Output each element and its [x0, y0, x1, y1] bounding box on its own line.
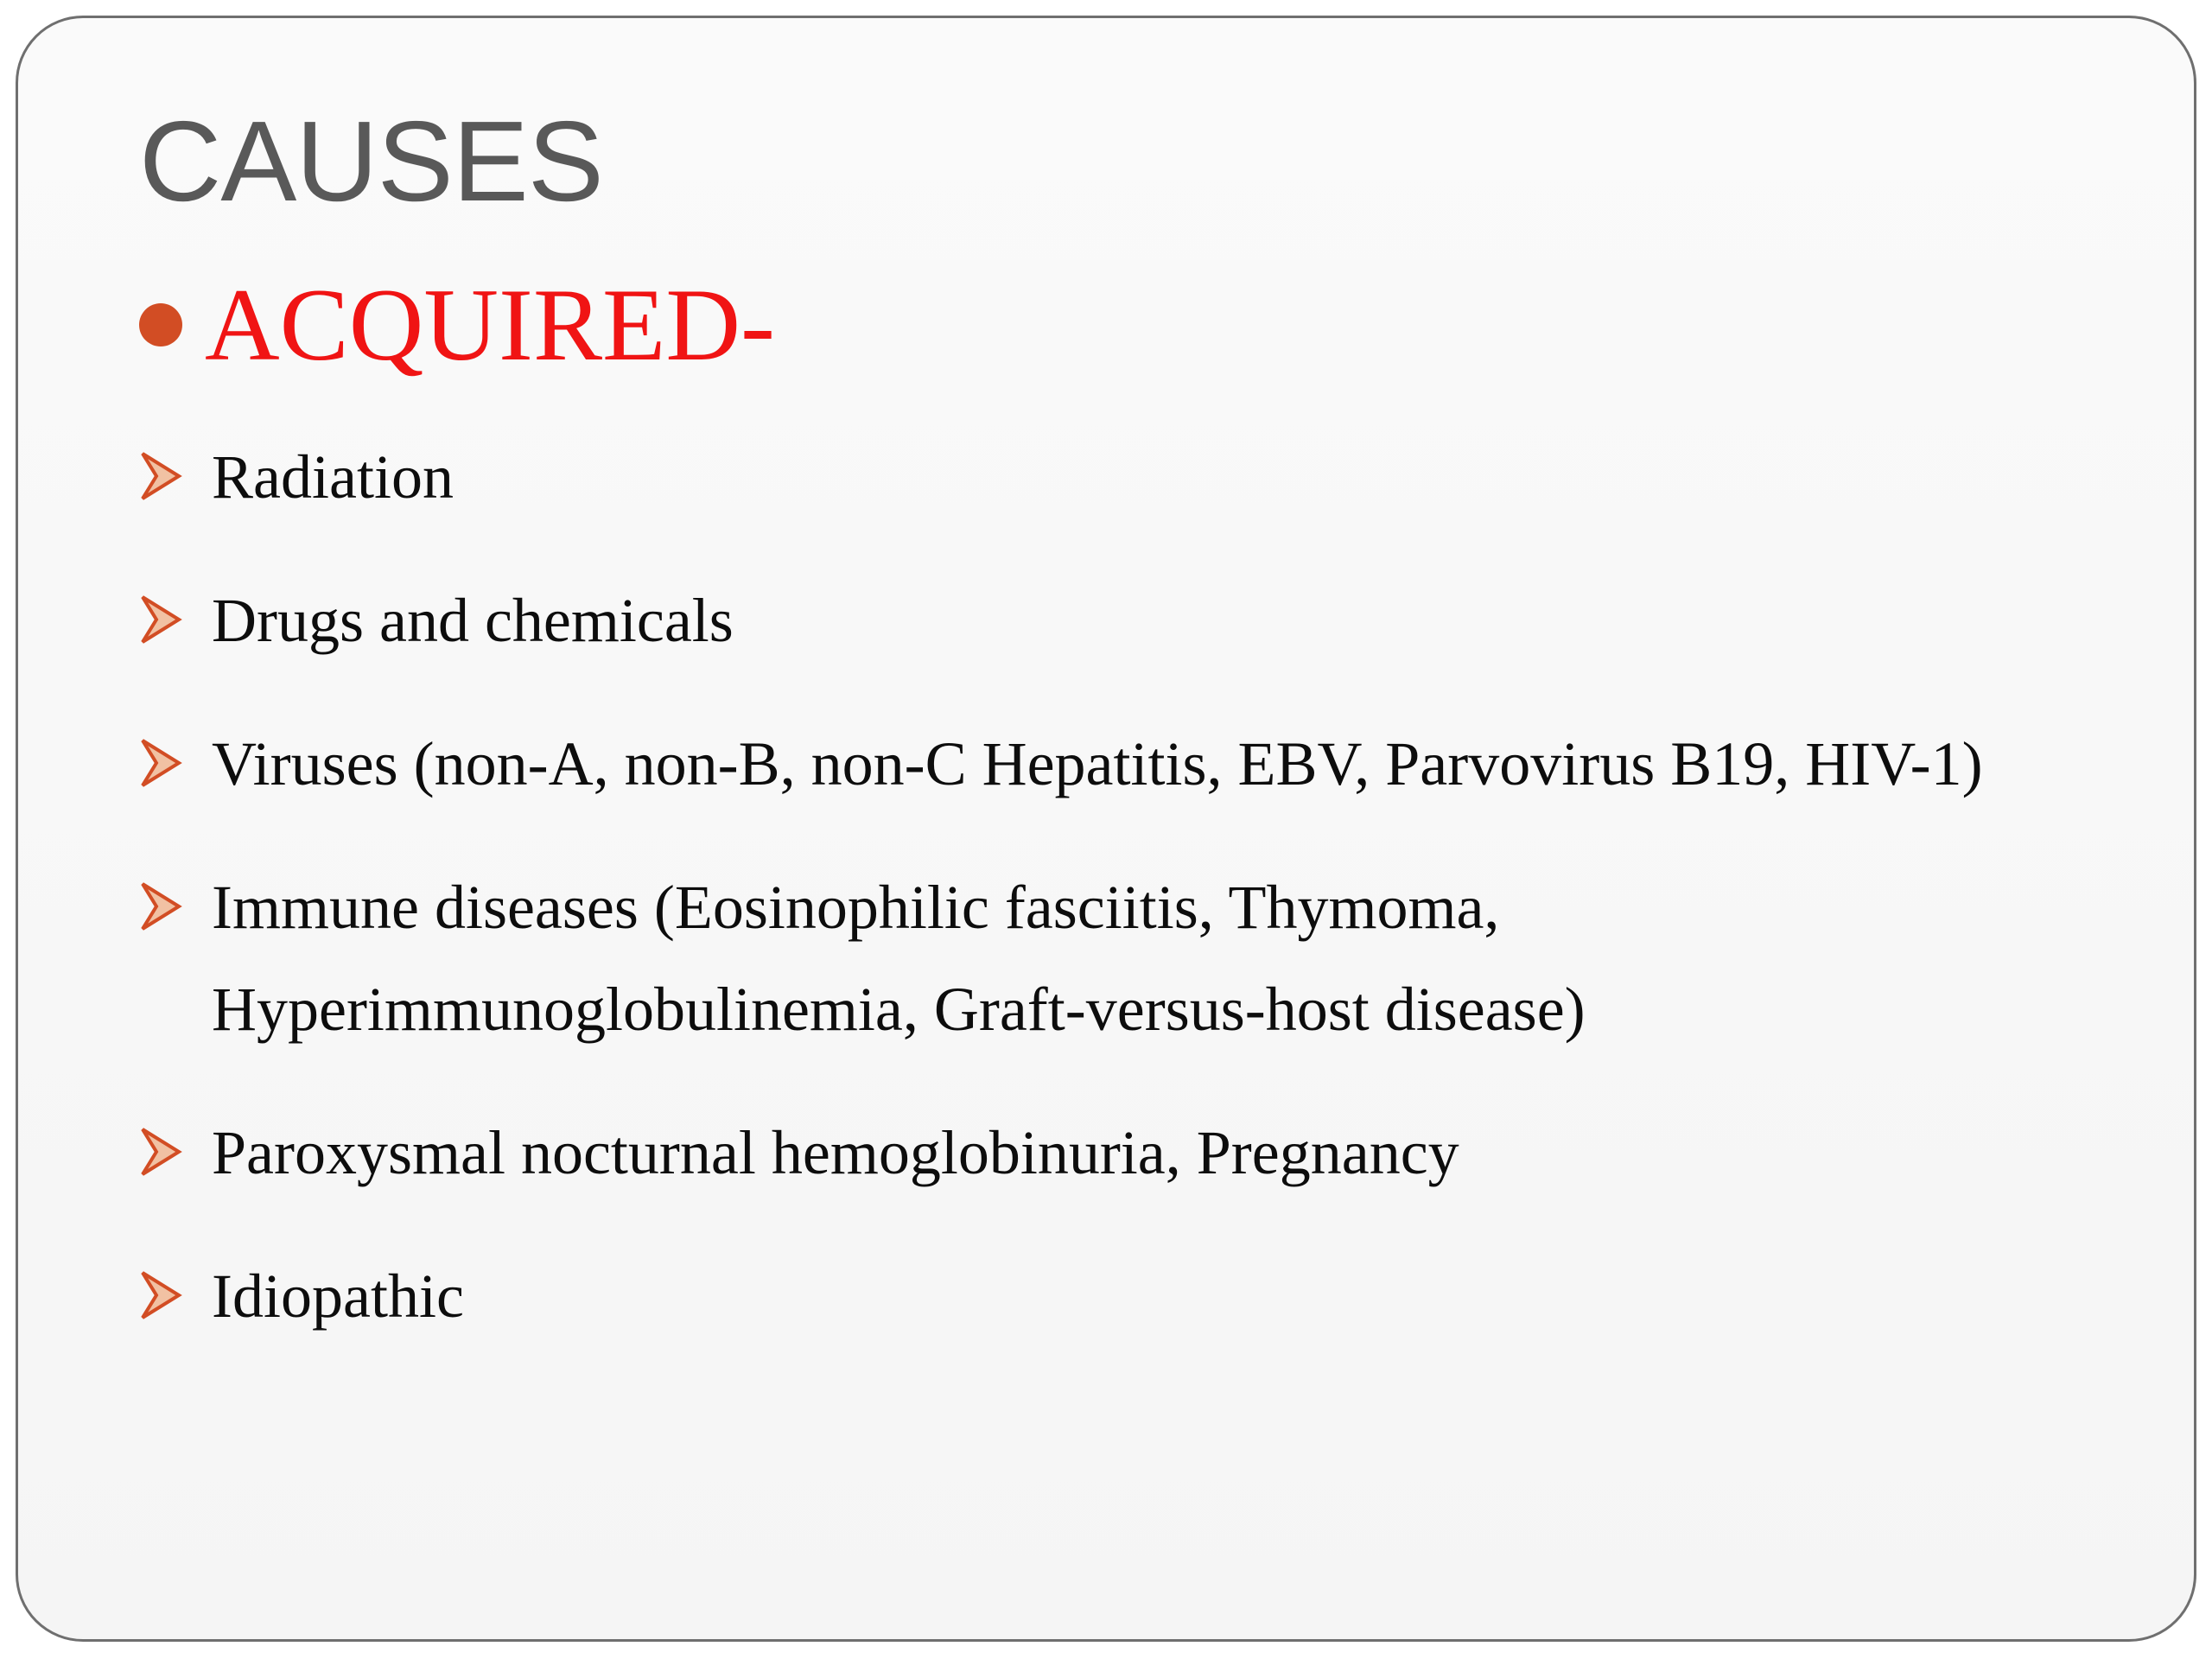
list-item [139, 713, 2126, 815]
arrow-bullet-icon [139, 1269, 182, 1321]
arrow-bullet-icon [139, 737, 182, 789]
list-item [139, 569, 2126, 671]
list-item [139, 1102, 2126, 1204]
list-item-text: Immune diseases (Eosinophilic fasciitis, Thymoma, Hyperimmunoglobulinemia, Graft-versus-host disease) [212, 873, 1586, 1044]
acquired-heading-text: ACQUIRED- [205, 267, 775, 382]
list-item-text: Paroxysmal nocturnal hemoglobinuria, Pregnancy [212, 1118, 1459, 1187]
list-item [139, 856, 2126, 1060]
slide-title: CAUSES [139, 98, 603, 225]
arrow-bullet-icon [139, 880, 182, 932]
list-item [139, 1245, 2126, 1347]
arrow-bullet-icon [139, 594, 182, 645]
arrow-bullet-icon [139, 1126, 182, 1178]
slide [16, 16, 2196, 1642]
list-item-text: Radiation [212, 442, 454, 512]
list-item-text: Viruses (non-A, non-B, non-C Hepatitis, EBV, Parvovirus B19, HIV-1) [212, 729, 1983, 798]
dot-bullet-icon [139, 303, 182, 346]
acquired-heading [139, 269, 775, 381]
causes-list [139, 426, 2126, 1389]
arrow-bullet-icon [139, 450, 182, 502]
list-item-text: Drugs and chemicals [212, 586, 734, 655]
list-item [139, 426, 2126, 528]
list-item-text: Idiopathic [212, 1262, 464, 1331]
